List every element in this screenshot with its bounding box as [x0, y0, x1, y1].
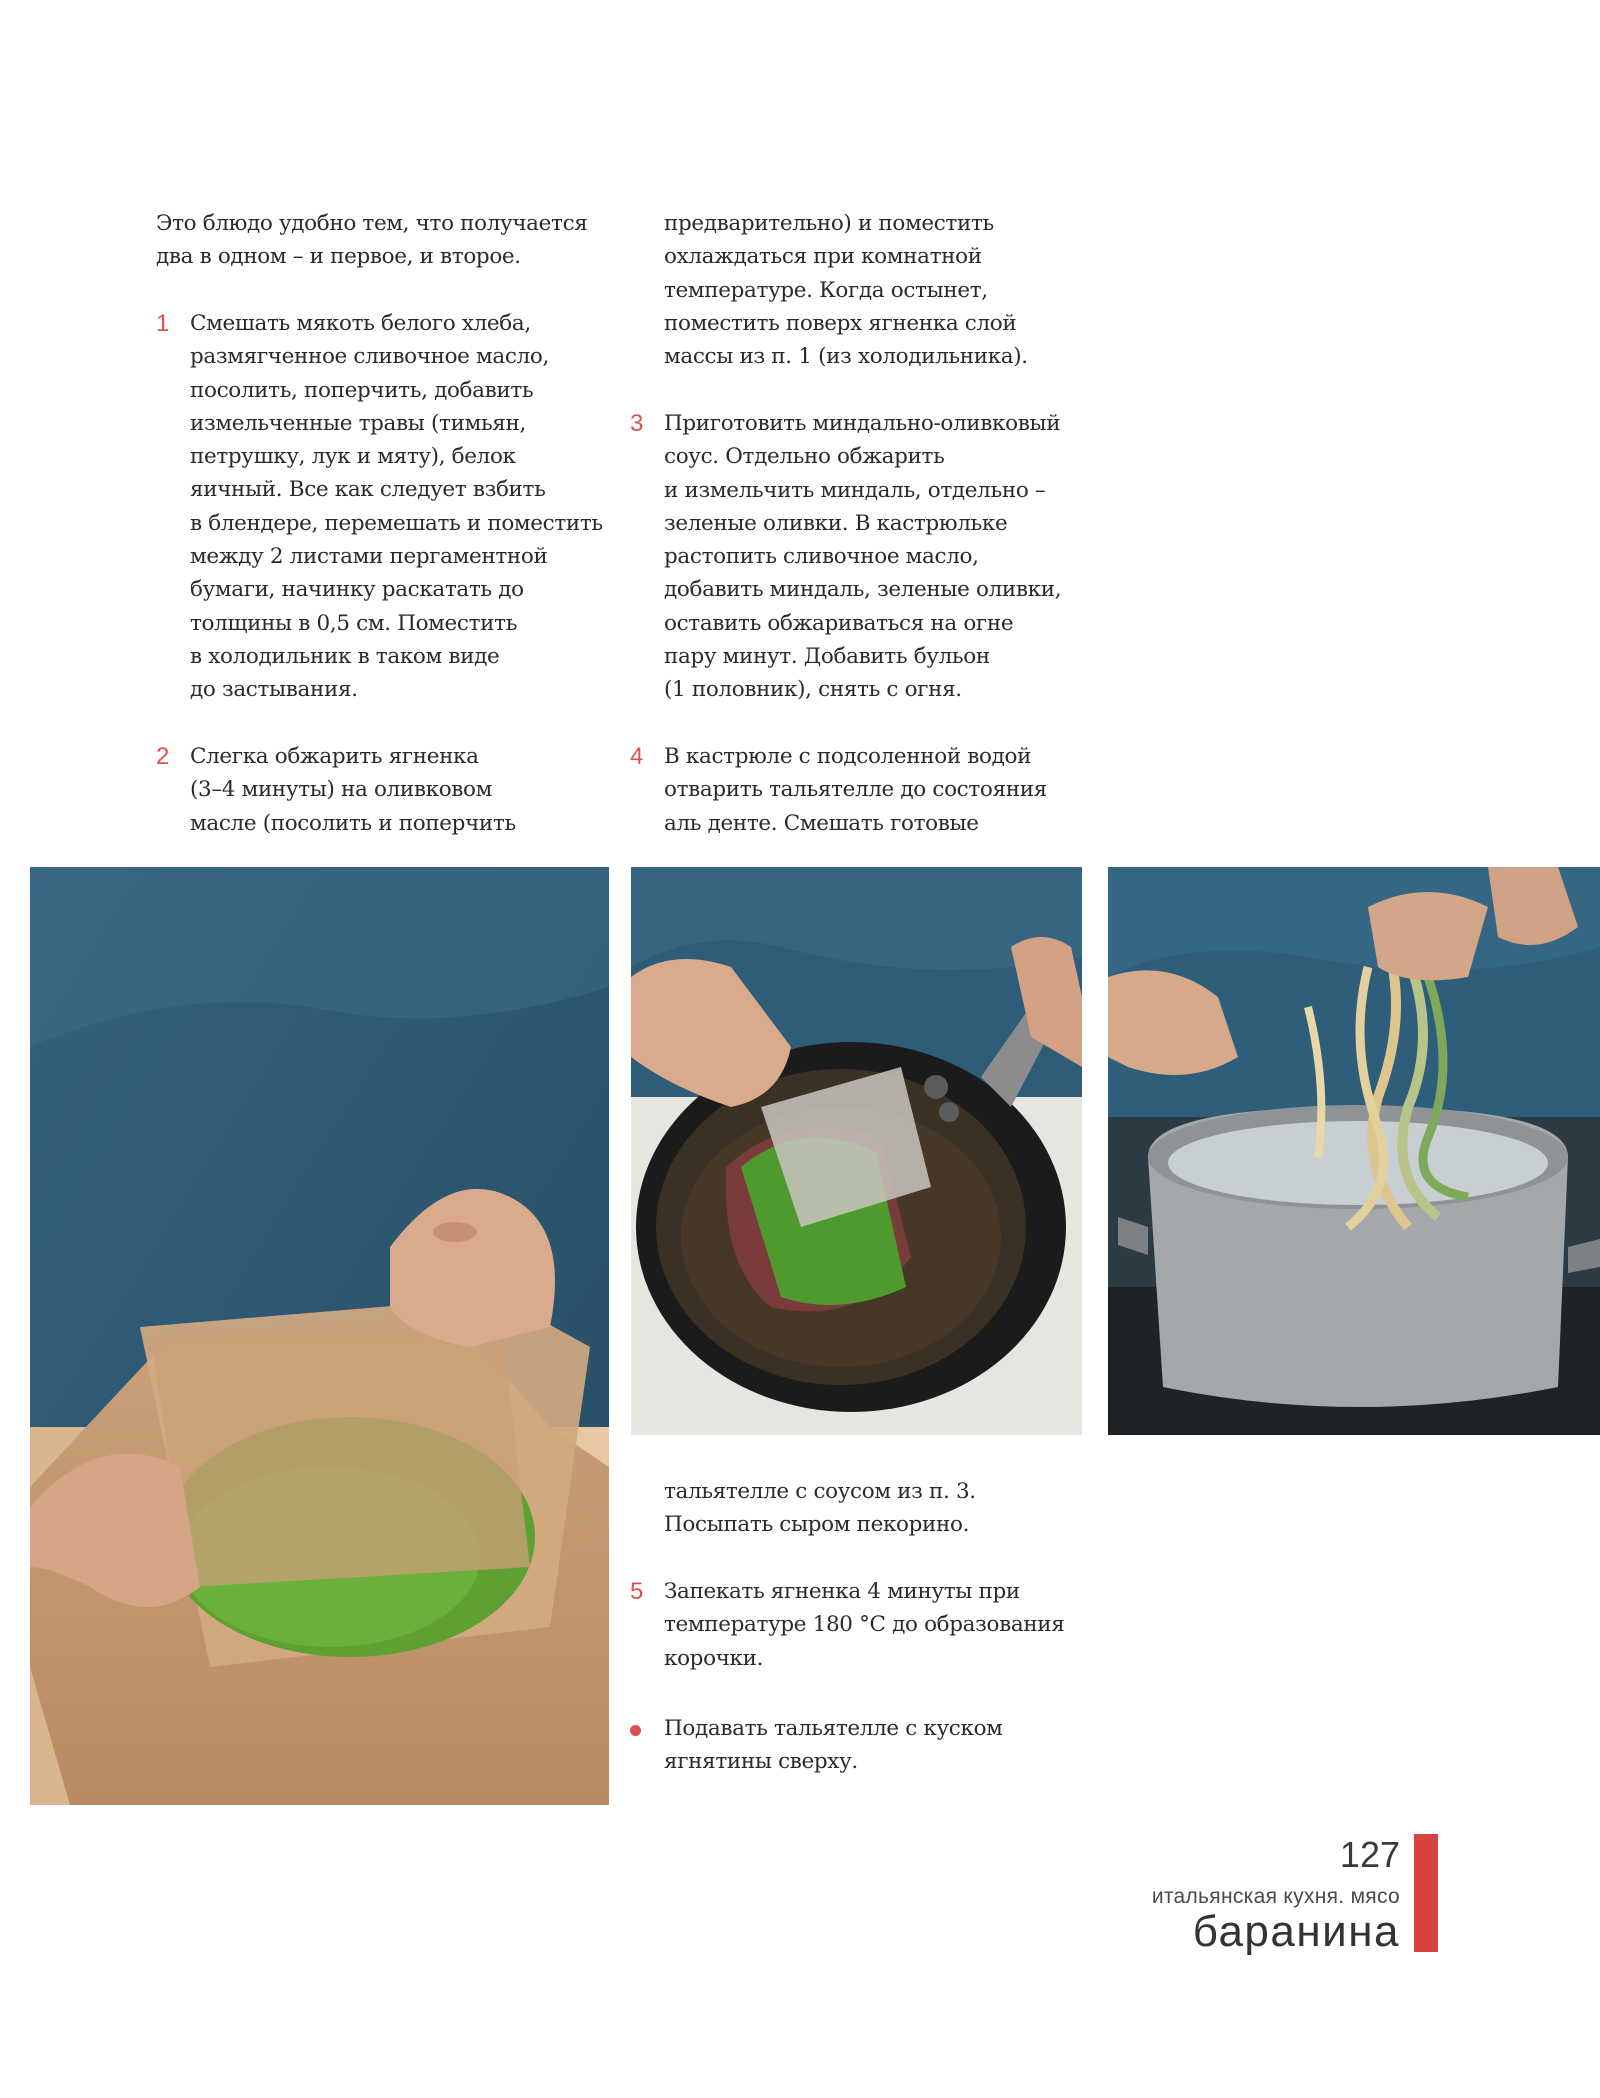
step-line: измельченные травы (тимьян,: [190, 410, 526, 436]
step-line: до застывания.: [190, 677, 358, 703]
section-label: итальянская кухня. мясо: [1151, 1885, 1400, 1908]
step-body: [190, 307, 603, 707]
step-line: оставить обжариваться на огне: [664, 610, 1014, 636]
step-line: в блендере, перемешать и поместить: [190, 510, 603, 536]
step-line: температуре 180 °С до образования: [664, 1612, 1065, 1638]
step-line: размягченное сливочное масло,: [190, 344, 549, 370]
step-line: растопить сливочное масло,: [664, 544, 979, 570]
photo-rolling-herb-filling: [30, 867, 609, 1805]
step-number: 5: [630, 1578, 643, 1605]
step-line: (3–4 минуты) на оливковом: [190, 777, 493, 803]
step-line: между 2 листами пергаментной: [190, 544, 548, 570]
step-body: [664, 207, 1028, 373]
step-line: Запекать ягненка 4 минуты при: [664, 1579, 1020, 1604]
step-line: (1 половник), снять с огня.: [664, 677, 962, 703]
step-number: 3: [630, 410, 643, 437]
step-line: соус. Отдельно обжарить: [664, 444, 945, 470]
step-number: 1: [156, 310, 169, 337]
step-line: зеленые оливки. В кастрюльке: [664, 510, 1008, 536]
step-line: пару минут. Добавить бульон: [664, 644, 990, 670]
step-body: [664, 407, 1061, 707]
step-line: предварительно) и поместить: [664, 211, 994, 236]
photo-tagliatelle-pot: [1108, 867, 1600, 1435]
step-line: охлаждаться при комнатной: [664, 244, 982, 270]
step-line: отварить тальятелле до состояния: [664, 777, 1047, 803]
step-line: массы из п. 1 (из холодильника).: [664, 344, 1028, 370]
intro-text: [156, 207, 616, 274]
step-line: Посыпать сыром пекорино.: [664, 1512, 970, 1538]
step-line: добавить миндаль, зеленые оливки,: [664, 577, 1062, 603]
step-body: [664, 740, 1047, 840]
step-body: [664, 1475, 976, 1542]
step-line: бумаги, начинку раскатать до: [190, 577, 524, 603]
step-line: тальятелле с соусом из п. 3.: [664, 1479, 976, 1504]
accent-bar: [1414, 1834, 1438, 1952]
step-line: и измельчить миндаль, отдельно –: [664, 477, 1046, 503]
step-line: поместить поверх ягненка слой: [664, 310, 1017, 336]
step-line: яичный. Все как следует взбить: [190, 477, 546, 503]
page-number: 127: [1339, 1834, 1400, 1875]
step-line: аль денте. Смешать готовые: [664, 810, 979, 836]
step-line: корочки.: [664, 1645, 764, 1671]
photo-lamb-in-pan: [631, 867, 1082, 1435]
step-line: В кастрюле с подсоленной водой: [664, 744, 1032, 769]
step-line: Смешать мякоть белого хлеба,: [190, 311, 531, 336]
step-body: [664, 1712, 1003, 1779]
step-number: 2: [156, 743, 169, 770]
step-line: Подавать тальятелле с куском: [664, 1716, 1003, 1741]
intro-line: Это блюдо удобно тем, что получается: [156, 211, 588, 236]
step-line: в холодильник в таком виде: [190, 643, 500, 669]
step-number: 4: [630, 743, 643, 770]
step-line: посолить, поперчить, добавить: [190, 377, 534, 403]
step-body: [664, 1575, 1065, 1675]
step-line: петрушку, лук и мяту), белок: [190, 444, 516, 470]
step-body: [190, 740, 516, 840]
step-line: масле (посолить и поперчить: [190, 810, 516, 836]
step-line: Слегка обжарить ягненка: [190, 744, 479, 769]
step-line: температуре. Когда остынет,: [664, 277, 988, 303]
step-line: толщины в 0,5 см. Поместить: [190, 610, 518, 636]
step-line: Приготовить миндально-оливковый: [664, 411, 1061, 436]
bullet-icon: [630, 1725, 641, 1736]
intro-line: два в одном – и первое, и второе.: [156, 244, 521, 270]
chapter-title: баранина: [1192, 1907, 1400, 1956]
step-line: ягнятины сверху.: [664, 1749, 858, 1775]
